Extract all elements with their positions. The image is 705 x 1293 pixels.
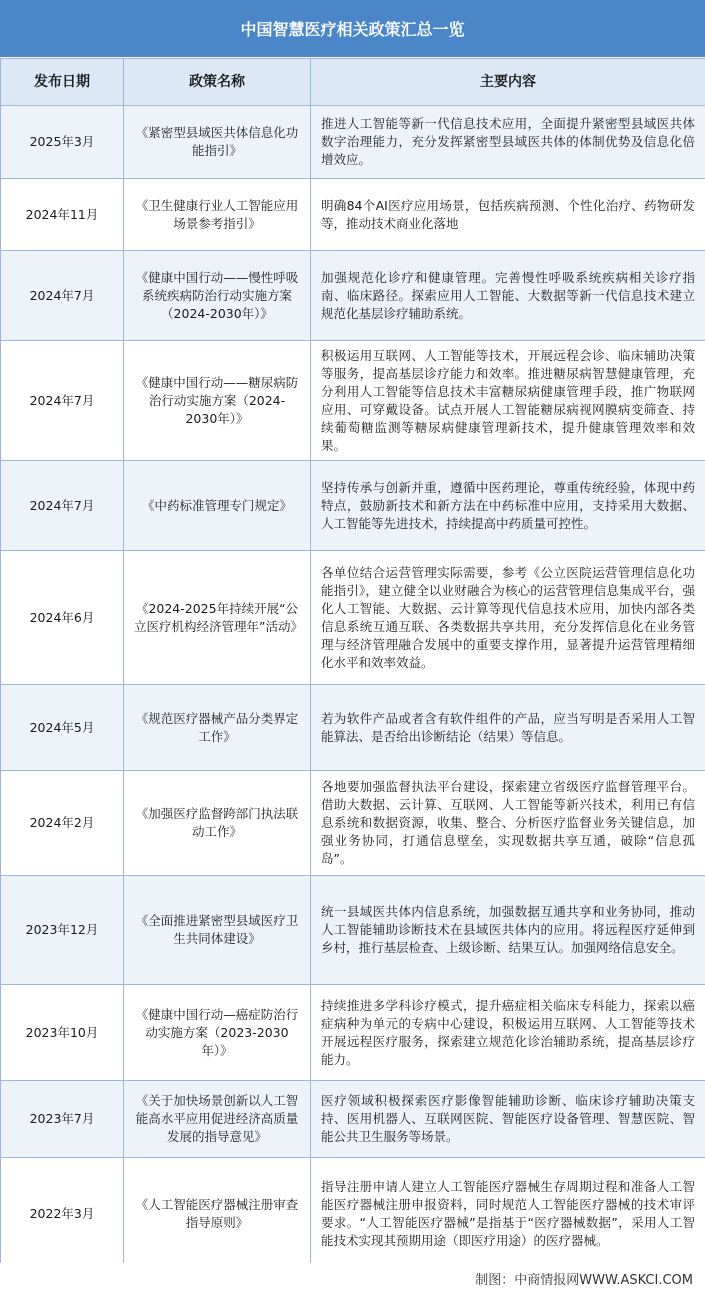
content-cell: 加强规范化诊疗和健康管理。完善慢性呼吸系统疾病相关诊疗指南、临床路径。探索应用人工智能、大数据等新一代信息技术建立规范化基层诊疗辅助系统。: [311, 251, 705, 341]
table-row: [1, 551, 705, 685]
date-cell: 2024年2月: [1, 771, 124, 876]
content-cell: 统一县域医共体内信息系统，加强数据互通共享和业务协同，推动人工智能辅助诊断技术在县域医共体内的应用。将远程医疗延伸到乡村，推行基层检查、上级诊断、结果互认。加强网络信息安全。: [311, 876, 705, 985]
table-row: [1, 106, 705, 179]
policy-name-cell: 《中药标准管理专门规定》: [124, 461, 311, 551]
policy-name-cell: 《健康中国行动——慢性呼吸系统疾病防治行动实施方案（2024-2030年）》: [124, 251, 311, 341]
table-row: [1, 685, 705, 771]
content-cell: 各地要加强监督执法平台建设，探索建立省级医疗监督管理平台。借助大数据、云计算、互联网、人工智能等新兴技术，利用已有信息系统和数据资源，收集、整合、分析医疗监督业务关键信息，加强业务协同，打通信息壁垒，实现数据共享互通，破除“信息孤岛”。: [311, 771, 705, 876]
policy-name-cell: 《健康中国行动——糖尿病防治行动实施方案（2024-2030年）》: [124, 341, 311, 461]
table-row: [1, 1158, 705, 1270]
table-title: 中国智慧医疗相关政策汇总一览: [0, 0, 705, 58]
date-cell: 2024年5月: [1, 685, 124, 771]
policy-table: [0, 58, 705, 1270]
header-row: [1, 59, 705, 106]
date-cell: 2024年7月: [1, 341, 124, 461]
policy-name-cell: 《卫生健康行业人工智能应用场景参考指引》: [124, 179, 311, 251]
policy-name-cell: 《全面推进紧密型县域医疗卫生共同体建设》: [124, 876, 311, 985]
date-cell: 2022年3月: [1, 1158, 124, 1270]
content-cell: 积极运用互联网、人工智能等技术，开展远程会诊、临床辅助决策等服务，提高基层诊疗能力和效率。推进糖尿病智慧健康管理，充分利用人工智能等信息技术丰富糖尿病健康管理手段，推广物联网应用、可穿戴设备。试点开展人工智能糖尿病视网膜病变筛查、持续葡萄糖监测等糖尿病健康管理新技术，提升健康管理效率和效果。: [311, 341, 705, 461]
content-cell: 指导注册申请人建立人工智能医疗器械生存周期过程和准备人工智能医疗器械注册申报资料，同时规范人工智能医疗器械的技术审评要求。“人工智能医疗器械”是指基于“医疗器械数据”，采用人工智能技术实现其预期用途（即医疗用途）的医疗器械。: [311, 1158, 705, 1270]
content-cell: 若为软件产品或者含有软件组件的产品，应当写明是否采用人工智能算法、是否给出诊断结论（结果）等信息。: [311, 685, 705, 771]
table-row: [1, 876, 705, 985]
policy-name-cell: 《2024-2025年持续开展“公立医疗机构经济管理年”活动》: [124, 551, 311, 685]
content-cell: 持续推进多学科诊疗模式，提升癌症相关临床专科能力，探索以癌症病种为单元的专病中心建设，积极运用互联网、人工智能等技术开展远程医疗服务，探索建立规范化诊治辅助系统，提高基层诊疗能力。: [311, 985, 705, 1081]
table-row: [1, 985, 705, 1081]
source-credit: 制图：中商情报网WWW.ASKCI.COM: [0, 1263, 705, 1293]
policy-name-cell: 《规范医疗器械产品分类界定工作》: [124, 685, 311, 771]
policy-name-cell: 《人工智能医疗器械注册审查指导原则》: [124, 1158, 311, 1270]
header-name: 政策名称: [124, 59, 311, 106]
table-row: [1, 251, 705, 341]
header-content: 主要内容: [311, 59, 705, 106]
policy-name-cell: 《关于加快场景创新以人工智能高水平应用促进经济高质量发展的指导意见》: [124, 1081, 311, 1158]
table-row: [1, 1081, 705, 1158]
date-cell: 2023年12月: [1, 876, 124, 985]
date-cell: 2025年3月: [1, 106, 124, 179]
table-row: [1, 771, 705, 876]
policy-name-cell: 《加强医疗监督跨部门执法联动工作》: [124, 771, 311, 876]
content-cell: 坚持传承与创新并重，遵循中医药理论，尊重传统经验，体现中药特点，鼓励新技术和新方法在中药标准中应用，支持采用大数据、人工智能等先进技术，持续提高中药质量可控性。: [311, 461, 705, 551]
header-date: 发布日期: [1, 59, 124, 106]
policy-name-cell: 《健康中国行动—癌症防治行动实施方案（2023-2030年）》: [124, 985, 311, 1081]
date-cell: 2024年7月: [1, 461, 124, 551]
content-cell: 医疗领域积极探索医疗影像智能辅助诊断、临床诊疗辅助决策支持、医用机器人、互联网医院、智能医疗设备管理、智慧医院、智能公共卫生服务等场景。: [311, 1081, 705, 1158]
content-cell: 明确84个AI医疗应用场景，包括疾病预测、个性化治疗、药物研发等，推动技术商业化落地: [311, 179, 705, 251]
date-cell: 2024年11月: [1, 179, 124, 251]
table-row: [1, 341, 705, 461]
date-cell: 2023年7月: [1, 1081, 124, 1158]
date-cell: 2024年6月: [1, 551, 124, 685]
policy-name-cell: 《紧密型县域医共体信息化功能指引》: [124, 106, 311, 179]
date-cell: 2023年10月: [1, 985, 124, 1081]
table-row: [1, 461, 705, 551]
content-cell: 各单位结合运营管理实际需要，参考《公立医院运营管理信息化功能指引》，建立健全以业财融合为核心的运营管理信息集成平台，强化人工智能、大数据、云计算等现代信息技术应用，加快内部各类信息系统互通互联、各类数据共享共用，充分发挥信息化在业务管理与经济管理融合发展中的重要支撑作用，显著提升运营管理精细化水平和效率效益。: [311, 551, 705, 685]
content-cell: 推进人工智能等新一代信息技术应用，全面提升紧密型县域医共体数字治理能力，充分发挥紧密型县域医共体的体制优势及信息化倍增效应。: [311, 106, 705, 179]
table-row: [1, 179, 705, 251]
date-cell: 2024年7月: [1, 251, 124, 341]
